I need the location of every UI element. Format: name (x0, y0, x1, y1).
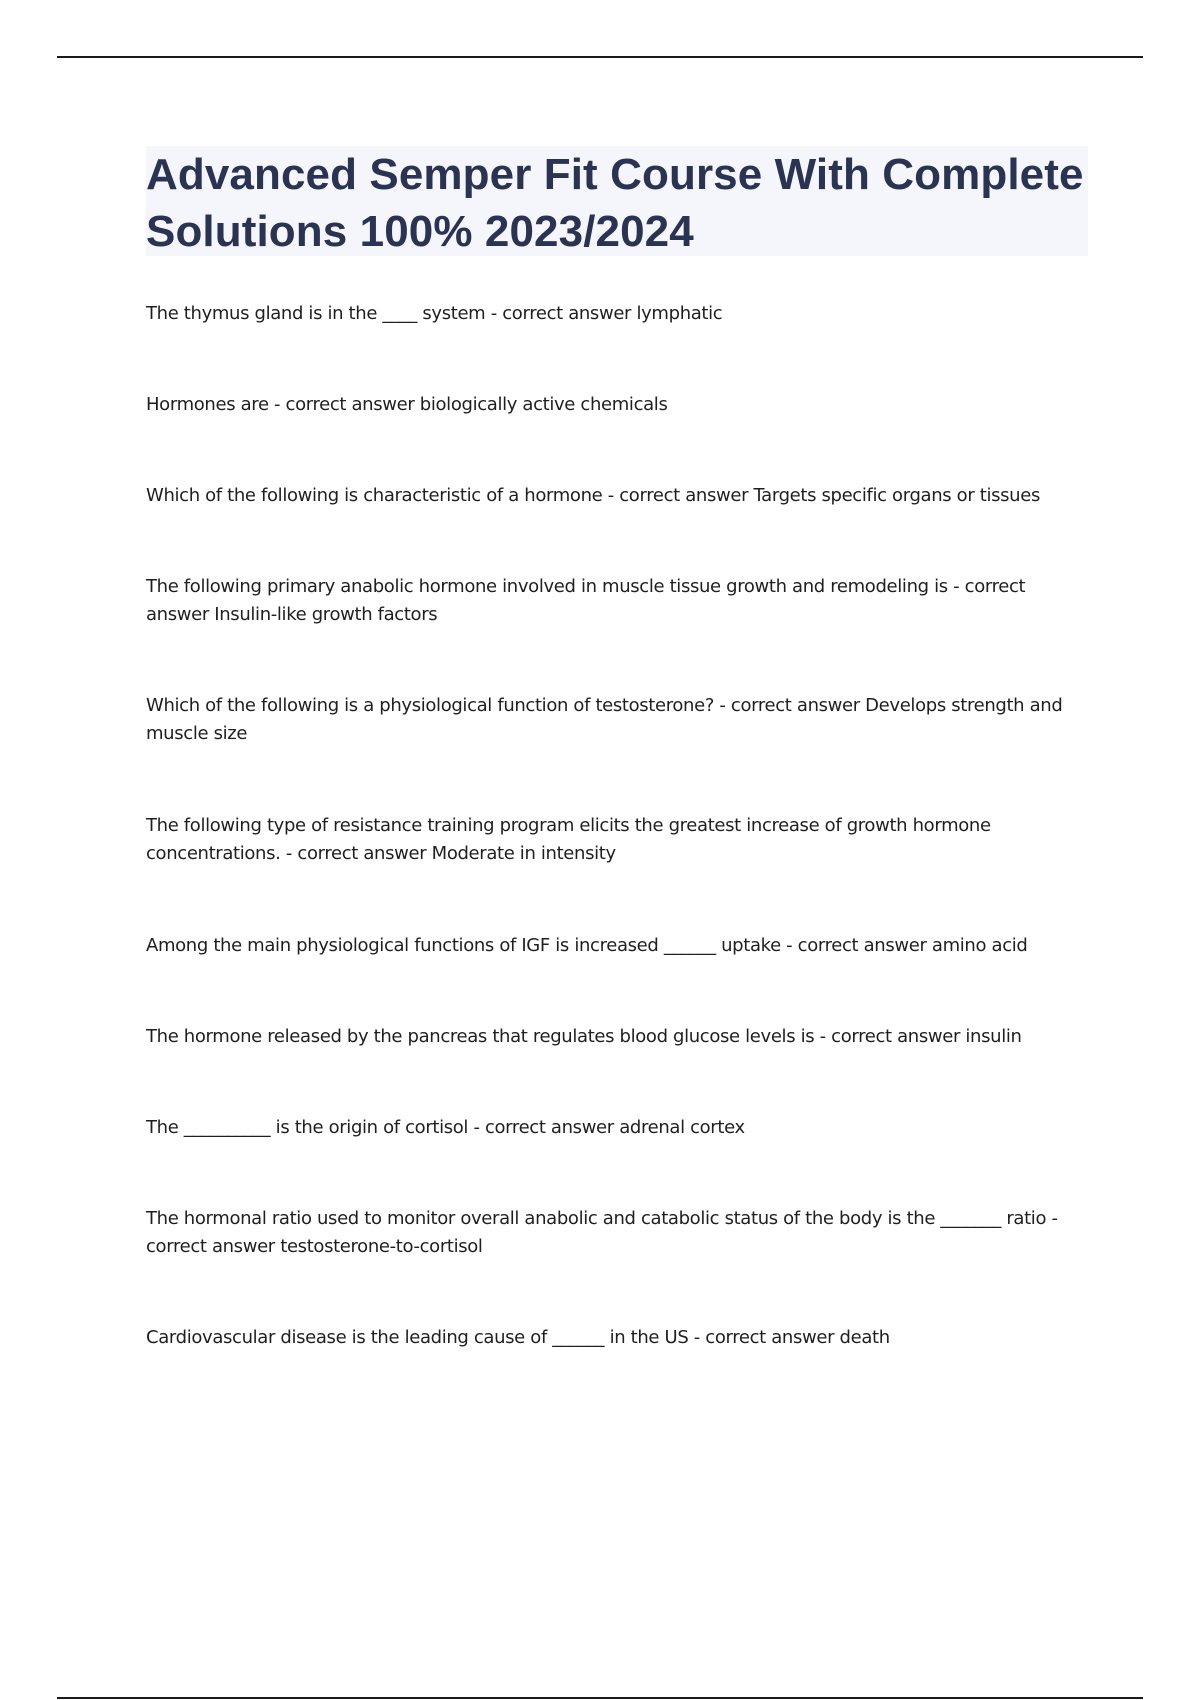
qa-item-9: The __________ is the origin of cortisol - correct answer adrenal cortex (146, 1117, 745, 1138)
qa-item-7: Among the main physiological functions of IGF is increased ______ uptake - correct answer amino acid (146, 935, 1028, 956)
qa-item-3: Which of the following is characteristic of a hormone - correct answer Targets specific organs or tissues (146, 485, 1040, 506)
document-title: Advanced Semper Fit Course With Complete Solutions 100% 2023/2024 (146, 150, 1084, 256)
qa-item-1: The thymus gland is in the ____ system - correct answer lymphatic (146, 303, 723, 324)
qa-item-4: The following primary anabolic hormone involved in muscle tissue growth and remodeling is - correct answer Insulin-like growth factors (146, 576, 1026, 625)
qa-item-8: The hormone released by the pancreas that regulates blood glucose levels is - correct answer insulin (146, 1026, 1022, 1047)
qa-item-6: The following type of resistance training program elicits the greatest increase of growth hormone concentrations. - correct answer Moderate in intensity (146, 815, 991, 864)
bottom-rule (57, 1697, 1143, 1699)
qa-item-10: The hormonal ratio used to monitor overall anabolic and catabolic status of the body is the _______ ratio - correct answer testosterone-to-cortisol (146, 1208, 1058, 1257)
qa-item-11: Cardiovascular disease is the leading cause of ______ in the US - correct answer death (146, 1327, 890, 1348)
top-rule (57, 56, 1143, 58)
qa-item-5: Which of the following is a physiological function of testosterone? - correct answer Develops strength and muscle size (146, 695, 1063, 744)
qa-item-2: Hormones are - correct answer biologically active chemicals (146, 394, 668, 415)
